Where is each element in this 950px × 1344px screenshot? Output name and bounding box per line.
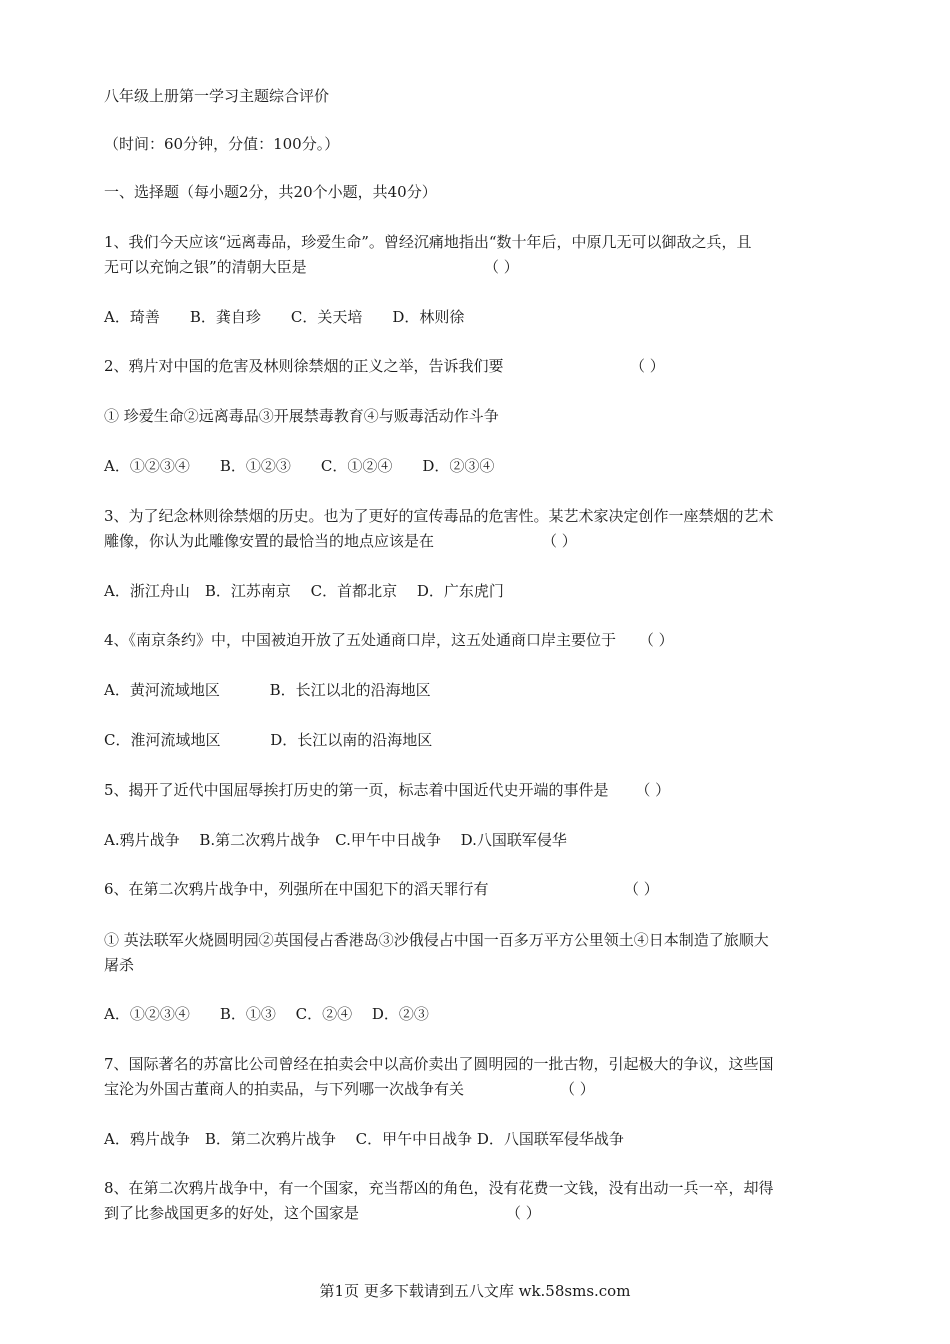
question-5-stem: 5、揭开了近代中国屈辱挨打历史的第一页，标志着中国近代史开端的事件是 (104, 781, 609, 799)
question-3-stem-end: 雕像，你认为此雕像安置的最恰当的地点应该是在 (104, 532, 435, 550)
question-6-items-line-2: 屠杀 (104, 956, 135, 974)
section-heading: 一、选择题（每小题2分，共20个小题，共40分） (104, 183, 437, 201)
question-5-answer-blank: （ ） (635, 781, 671, 799)
question-4-options-row-2: C．淮河流域地区 D．长江以南的沿海地区 (104, 731, 433, 749)
question-7-options: A．鸦片战争 B．第二次鸦片战争 C．甲午中日战争 D．八国联军侵华战争 (104, 1130, 624, 1148)
question-7-stem-end: 宝沦为外国古董商人的拍卖品，与下列哪一次战争有关 (104, 1080, 465, 1098)
question-3-line-1: 3、为了纪念林则徐禁烟的历史。也为了更好的宣传毒品的危害性。某艺术家决定创作一座禁烟的艺术 (104, 507, 774, 525)
question-1-line-2 (104, 255, 519, 279)
document-subtitle: （时间：60分钟，分值：100分。） (104, 135, 340, 153)
question-1-options: A．琦善 B．龚自珍 C．关天培 D．林则徐 (104, 308, 465, 326)
question-4-line-1 (104, 628, 674, 652)
question-8-line-2 (104, 1201, 541, 1225)
question-7-line-1: 7、国际著名的苏富比公司曾经在拍卖会中以高价卖出了圆明园的一批古物，引起极大的争议，这些国 (104, 1055, 774, 1073)
question-2-answer-blank: （ ） (630, 357, 665, 375)
question-6-answer-blank: （ ） (624, 880, 659, 898)
question-4-answer-blank: （ ） (638, 631, 674, 649)
question-7-line-2 (104, 1077, 595, 1101)
question-8-line-1: 8、在第二次鸦片战争中，有一个国家，充当帮凶的角色，没有花费一文钱，没有出动一兵一卒，却得 (104, 1179, 774, 1197)
question-1-answer-blank: （ ） (484, 258, 519, 276)
page-footer: 第1页 更多下载请到五八文库 wk.58sms.com (319, 1282, 631, 1300)
question-7-answer-blank: （ ） (560, 1080, 595, 1098)
document-title: 八年级上册第一学习主题综合评价 (104, 87, 330, 105)
question-8-answer-blank: （ ） (506, 1204, 541, 1222)
question-4-options-row-1: A．黄河流域地区 B．长江以北的沿海地区 (104, 681, 431, 699)
question-1-line-1: 1、我们今天应该“远离毒品，珍爱生命”。曾经沉痛地指出“数十年后，中原几无可以御敌之兵，且 (104, 233, 752, 251)
question-6-line-1 (104, 877, 659, 901)
question-2-stem: 2、鸦片对中国的危害及林则徐禁烟的正义之举，告诉我们要 (104, 357, 504, 375)
question-3-answer-blank: （ ） (542, 532, 577, 550)
question-5-options: A.鸦片战争 B.第二次鸦片战争 C.甲午中日战争 D.八国联军侵华 (104, 831, 567, 849)
question-4-stem: 4、《南京条约》中，中国被迫开放了五处通商口岸，这五处通商口岸主要位于 (104, 631, 617, 649)
question-2-line-1 (104, 354, 665, 378)
question-2-items: ① 珍爱生命②远离毒品③开展禁毒教育④与贩毒活动作斗争 (104, 407, 499, 425)
question-5-line-1 (104, 778, 670, 802)
question-2-options: A．①②③④ B．①②③ C．①②④ D．②③④ (104, 457, 495, 475)
question-8-stem-end: 到了比参战国更多的好处，这个国家是 (104, 1204, 360, 1222)
question-6-options: A．①②③④ B．①③ C．②④ D．②③ (104, 1005, 429, 1023)
question-6-items-line-1: ① 英法联军火烧圆明园②英国侵占香港岛③沙俄侵占中国一百多万平方公里领土④日本制造了旅顺大 (104, 931, 769, 949)
question-6-stem: 6、在第二次鸦片战争中，列强所在中国犯下的滔天罪行有 (104, 880, 489, 898)
question-3-options: A．浙江舟山 B．江苏南京 C．首都北京 D．广东虎门 (104, 582, 504, 600)
question-3-line-2 (104, 529, 577, 553)
question-1-stem-end: 无可以充饷之银”的清朝大臣是 (104, 258, 307, 276)
